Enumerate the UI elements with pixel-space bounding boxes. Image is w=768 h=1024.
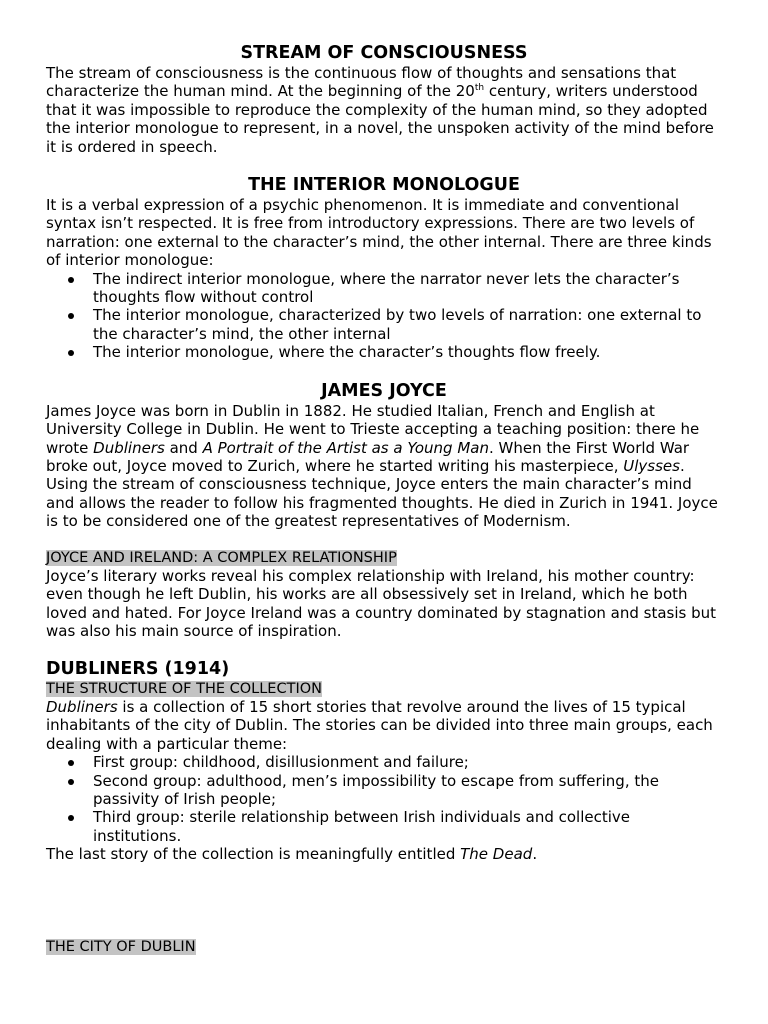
list-item (93, 270, 722, 307)
superscript: th (474, 83, 485, 94)
book-title: Ulysses (623, 456, 680, 475)
list-item (93, 343, 722, 361)
book-title: The Dead (460, 845, 533, 864)
book-title: Dubliners (46, 697, 118, 716)
text-run: . When the First World War broke out, Joyce moved to Zurich, where he started writing his masterpiece, (46, 438, 690, 475)
list-item (93, 753, 722, 771)
text-run: and (164, 438, 203, 457)
bullet-icon (68, 815, 74, 821)
book-title: Dubliners (93, 438, 165, 457)
list-item (93, 306, 722, 343)
subheading-structure-of-collection (46, 680, 722, 698)
paragraph-last-story (46, 845, 722, 863)
text-run: is a collection of 15 short stories that revolve around the lives of 15 typical inhabitants of the city of Dublin. The stories can be divided into three main groups, each dealing with a particular theme: (46, 697, 713, 753)
highlighted-text: THE CITY OF DUBLIN (46, 938, 196, 955)
text-run: The last story of the collection is meaningfully entitled (46, 845, 461, 864)
list-item-text: The interior monologue, where the character’s thoughts flow freely. (93, 343, 601, 362)
list-item (93, 808, 722, 845)
document-page (46, 42, 722, 956)
text-run: The stream of consciousness is the continuous flow of thoughts and sensations that characterize the human mind. At the beginning of the 20 (46, 64, 677, 101)
list-item-text: Third group: sterile relationship between Irish individuals and collective institutions. (93, 808, 631, 845)
bullet-icon (68, 313, 74, 319)
list-item (93, 772, 722, 809)
heading-interior-monologue: THE INTERIOR MONOLOGUE (248, 175, 520, 196)
monologue-kinds-list (46, 270, 722, 362)
highlighted-text: THE STRUCTURE OF THE COLLECTION (46, 680, 322, 697)
paragraph-stream-of-consciousness (46, 64, 722, 156)
text-run: . Using the stream of consciousness technique, Joyce enters the main character’s mind and allows the reader to follow his fragmented thoughts. He died in Zurich in 1941. Joyce is to be considered one of the greatest representatives of Modernism. (46, 456, 718, 531)
list-item-text: First group: childhood, disillusionment and failure; (93, 753, 469, 772)
bullet-icon (68, 277, 74, 283)
subheading-city-of-dublin (46, 938, 722, 956)
paragraph-interior-monologue: It is a verbal expression of a psychic phenomenon. It is immediate and conventional syntax isn’t respected. It is free from introductory expressions. There are two levels of narration: one external to the character’s mind, the other internal. There are three kinds of interior monologue: (46, 196, 712, 270)
bullet-icon (68, 779, 74, 785)
bullet-icon (68, 760, 74, 766)
paragraph-dubliners (46, 698, 722, 753)
text-run: James Joyce was born in Dublin in 1882. He studied Italian, French and English at University College in Dublin. He went to Trieste accepting a teaching position: there he wrote (46, 401, 700, 457)
heading-dubliners: DUBLINERS (1914) (46, 658, 230, 679)
paragraph-james-joyce (46, 402, 722, 531)
story-groups-list (46, 753, 722, 845)
heading-stream-of-consciousness: STREAM OF CONSCIOUSNESS (240, 43, 528, 63)
list-item-text: The interior monologue, characterized by two levels of narration: one external to the character’s mind, the other internal (93, 306, 702, 343)
book-title: A Portrait of the Artist as a Young Man (202, 438, 489, 457)
list-item-text: Second group: adulthood, men’s impossibility to escape from suffering, the passivity of Irish people; (93, 771, 659, 808)
bullet-icon (68, 350, 74, 356)
heading-james-joyce: JAMES JOYCE (321, 380, 447, 401)
text-run: . (532, 845, 538, 864)
subheading-joyce-and-ireland (46, 549, 722, 567)
highlighted-text: JOYCE AND IRELAND: A COMPLEX RELATIONSHIP (46, 549, 397, 566)
list-item-text: The indirect interior monologue, where the narrator never lets the character’s thoughts flow without control (93, 269, 680, 307)
text-run: century, writers understood that it was impossible to reproduce the complexity of the human mind, so they adopted the interior monologue to represent, in a novel, the unspoken activity of the mind before it is ordered in speech. (46, 82, 714, 156)
paragraph-joyce-and-ireland: Joyce’s literary works reveal his complex relationship with Ireland, his mother country: even though he left Dublin, his works are all obsessively set in Ireland, which he both loved and hated. For Joyce Ireland was a country dominated by stagnation and stasis but was also his main source of inspiration. (46, 566, 717, 641)
